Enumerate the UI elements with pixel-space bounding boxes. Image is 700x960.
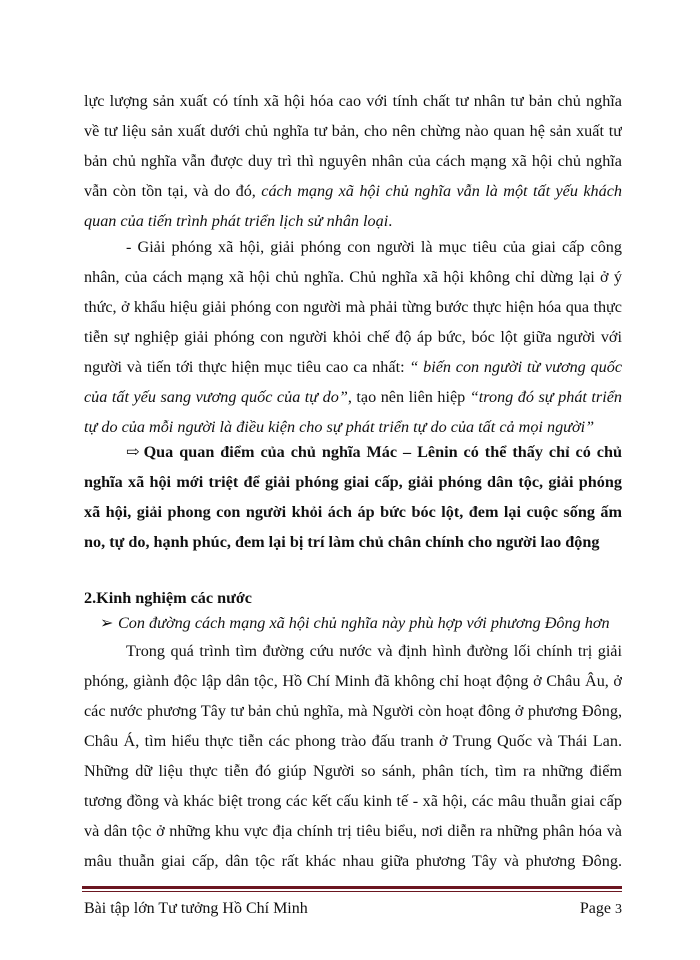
text-run: , tạo nên liên hiệp [347,388,470,406]
conclusion-paragraph [84,437,622,557]
text-line: Những dữ liệu thực tiễn đó giúp Người so sánh, phân tích, tìm ra những điểm [84,762,622,780]
text-line: tiễn sự nghiệp giải phóng con người khỏi chế độ áp bức, bóc lột giữa người với [84,328,622,346]
text-line [84,382,622,412]
text-line: Trong quá trình tìm đường cứu nước và định hình đường lối chính trị giải [126,642,622,660]
footer-rule [82,886,622,889]
text-line: nhân, của cách mạng xã hội chủ nghĩa. Chủ nghĩa xã hội không chỉ dừng lại ở ý [84,268,622,286]
bullet-item [100,608,622,638]
italic-text: cách mạng xã hội chủ nghĩa vẫn là một tất yếu khách [261,182,622,200]
text-line: mâu thuẫn giai cấp, dân tộc rất khác nhau giữa phương Tây và phương Đông. [84,852,622,870]
text-line: Châu Á, tìm hiểu thực tiễn các phong trào đấu tranh ở Trung Quốc và Thái Lan. [84,732,622,750]
text-run: Qua quan điểm của chủ nghĩa Mác – Lênin có thể thấy chỉ có chủ [143,443,622,461]
page-number-value: 3 [615,902,622,917]
text-line: lực lượng sản xuất có tính xã hội hóa cao với tính chất tư nhân tư bản chủ nghĩa [84,92,622,110]
page-number [580,898,622,921]
bullet-text: Con đường cách mạng xã hội chủ nghĩa này phù hợp với phương Đông hơn [118,614,610,632]
text-line: phóng, giành độc lập dân tộc, Hồ Chí Minh đã không chỉ hoạt động ở Châu Âu, ở [84,672,622,690]
text-line [84,176,622,206]
bullet-arrow-icon: ➢ [100,614,114,632]
text-line: và dân tộc ở những khu vực địa chính trị tiêu biểu, nơi diễn ra những phân hóa và [84,822,622,840]
text-line: các nước phương Tây tư bản chủ nghĩa, mà Người còn hoạt đông ở phương Đông, [84,702,622,720]
text-line [84,437,622,467]
text-line: no, tự do, hạnh phúc, đem lại bị trí làm chủ chân chính cho người lao động [84,533,600,551]
text-line: xã hội, giải phong con người khỏi ách áp bức bóc lột, đem lại cuộc sống ấm [84,503,622,521]
footer-title: Bài tập lớn Tư tưởng Hồ Chí Minh [84,900,308,917]
footer-rule-thin [82,891,622,892]
italic-text: “ biến con người từ vương quốc [409,358,622,376]
text-run: . [388,212,393,230]
italic-text: của tất yếu sang vương quốc của tự do” [84,388,348,406]
page-label: Page [579,900,611,917]
paragraph-1 [84,86,622,236]
right-arrow-icon: ⇨ [126,443,140,461]
italic-text: quan của tiến trình phát triển lịch sử nhân loại [84,212,389,230]
text-line: nghĩa xã hội mới triệt để giải phóng giai cấp, giải phóng dân tộc, giải phóng [84,473,622,491]
text-run: vẫn còn tồn tại, và do đó, [84,182,262,200]
text-line: bản chủ nghĩa vẫn được duy trì thì nguyên nhân của cách mạng xã hội chủ nghĩa [84,152,622,170]
text-line: về tư liệu sản xuất dưới chủ nghĩa tư bản, cho nên chừng nào quan hệ sản xuất tư [84,122,622,140]
paragraph-2 [84,232,622,442]
italic-text: tự do của mỗi người là điều kiện cho sự phát triển tự do của tất cả mọi người” [84,418,595,436]
text-line: tương đồng và khác biệt trong các kết cấu kinh tế - xã hội, các mâu thuẫn giai cấp [84,792,622,810]
text-line [84,352,622,382]
section-heading: 2.Kinh nghiệm các nước [84,589,252,607]
italic-text: “trong đó sự phát triển [469,388,622,406]
text-run: người và tiến tới thực hiện mục tiêu cao ca nhất: [84,358,410,376]
text-line: thức, ở khẩu hiệu giải phóng con người mà phải từng bước thực hiện hóa qua thực [84,298,622,316]
paragraph-3 [84,636,622,876]
text-line: - Giải phóng xã hội, giải phóng con người là mục tiêu của giai cấp công [126,238,622,256]
